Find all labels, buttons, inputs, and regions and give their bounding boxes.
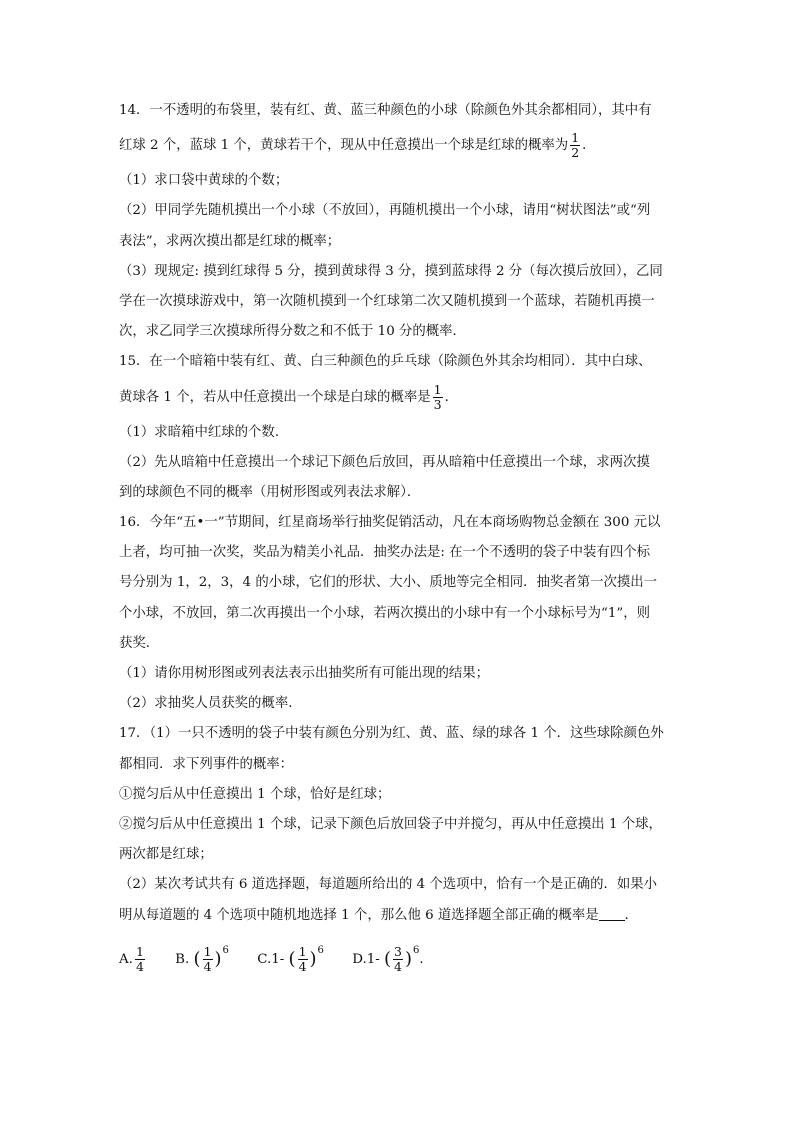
fraction-numerator: 3: [394, 943, 402, 959]
fraction-numerator: 1: [203, 943, 212, 959]
close-paren: ): [405, 948, 413, 970]
question-16-line-2: 上者，均可抽一次奖，奖品为精美小礼品．抽奖办法是: 在一个不透明的袋子中装有四个标: [119, 545, 650, 561]
fraction-denominator: 3: [433, 396, 442, 412]
question-15-end: ．: [444, 389, 458, 405]
option-b-label: B.: [175, 951, 190, 967]
question-16-line-3: 号分别为 1，2，3，4 的小球，它们的形状、大小、质地等完全相同．抽奖者第一次摸出一: [119, 575, 658, 591]
option-d-label: D.1-: [352, 951, 380, 967]
exponent: 6: [222, 944, 229, 956]
fraction-denominator: 2: [571, 145, 580, 161]
question-14-part-2-line-2: 表法”，求两次摸出都是红球的概率；: [119, 233, 341, 249]
exponent: 6: [317, 944, 324, 956]
open-paren: (: [288, 948, 296, 970]
question-17-part-2-line-1: （2）某次考试共有 6 道选择题，每道题所给出的 4 个选项中，恰有一个是正确的．如果小: [119, 877, 658, 893]
question-17-case-1: ①搅匀后从中任意摸出 1 个球，恰好是红球；: [119, 786, 391, 802]
option-d-fraction: [393, 945, 403, 974]
option-d: [352, 931, 433, 980]
option-c-label: C.1-: [257, 951, 285, 967]
question-15-part-2-line-2: 到的球颜色不同的概率（用树形图或列表法求解）．: [119, 484, 421, 500]
question-14-part-3-line-3: 次，求乙同学三次摸球所得分数之和不低于 10 分的概率．: [119, 324, 466, 340]
question-16-line-5: 获奖．: [119, 635, 160, 651]
option-a-fraction: [135, 945, 145, 974]
question-15-part-1: （1）求暗箱中红球的个数．: [119, 424, 289, 440]
question-16-line-1: 16．今年“五•一”节期间，红星商场举行抽奖促销活动，凡在本商场购物总金额在 300 元以: [119, 515, 661, 531]
question-15-part-2-line-1: （2）先从暗箱中任意摸出一个球记下颜色后放回，再从暗箱中任意摸出一个球，求两次摸: [119, 454, 650, 470]
question-14-line-1: 14．一不透明的布袋里，装有红、黄、蓝三种颜色的小球（除颜色外其余都相同），其中有: [119, 103, 652, 118]
open-paren: (: [193, 948, 201, 970]
open-paren: (: [384, 948, 392, 970]
worksheet-content: [119, 96, 679, 974]
question-14-line-2: [119, 126, 679, 166]
fraction-denominator: 4: [394, 958, 402, 974]
fraction-one-third: [433, 383, 443, 412]
option-c-fraction: [298, 945, 308, 974]
question-17-case-2-line-1: ②搅匀后从中任意摸出 1 个球，记录下颜色后放回袋子中并搅匀，再从中任意摸出 1 个球，: [119, 816, 662, 832]
exponent: 6: [413, 944, 420, 956]
option-d-end: ．: [419, 951, 433, 967]
answer-blank: [599, 906, 625, 921]
question-16-part-2: （2）求抽奖人员获奖的概率．: [119, 696, 302, 712]
question-15-line-2: [119, 378, 679, 418]
question-16-part-1: （1）请你用树形图或列表法表示出抽奖所有可能出现的结果；: [119, 666, 490, 681]
question-14-text: 红球 2 个，蓝球 1 个，黄球若干个，现从中任意摸出一个球是红球的概率为: [119, 138, 569, 154]
option-b-fraction: [203, 945, 213, 974]
question-15-line-1: 15．在一个暗箱中装有红、黄、白三种颜色的乒乓球（除颜色外其余均相同）．其中白球、: [119, 354, 652, 370]
question-17-part-2-line-2: [119, 901, 679, 931]
option-c: [257, 931, 324, 980]
close-paren: ): [309, 948, 317, 970]
question-17-part-2-end: ．: [624, 907, 638, 923]
option-a-label: A.: [119, 951, 133, 967]
question-14-part-1: （1）求口袋中黄球的个数；: [119, 173, 289, 189]
fraction-numerator: 1: [433, 381, 442, 397]
question-17-line-1: 17．（1）一只不透明的袋子中装有颜色分别为红、黄、蓝、绿的球各 1 个．这些球除颜色外: [119, 726, 664, 742]
question-15-text: 黄球各 1 个，若从中任意摸出一个球是白球的概率是: [119, 389, 431, 405]
fraction-one-half: [570, 131, 580, 160]
close-paren: ): [214, 948, 222, 970]
fraction-denominator: 4: [203, 958, 212, 974]
question-14-part-2-line-1: （2）甲同学先随机摸出一个小球（不放回），再随机摸出一个小球，请用“树状图法”或“列: [119, 203, 651, 219]
fraction-numerator: 1: [135, 943, 144, 959]
question-14-part-3-line-2: 学在一次摸球游戏中，第一次随机摸到一个红球第二次又随机摸到一个蓝球，若随机再摸一: [119, 293, 655, 309]
question-14-end: ．: [582, 138, 596, 154]
fraction-denominator: 4: [298, 958, 307, 974]
question-16-line-4: 个小球，不放回，第二次再摸出一个小球，若两次摸出的小球中有一个小球标号为“1”，则: [119, 605, 651, 621]
option-a: [119, 940, 147, 980]
question-17-part-2-text: 明从每道题的 4 个选项中随机地选择 1 个，那么他 6 道选择题全部正确的概率是: [119, 907, 599, 923]
fraction-denominator: 4: [135, 958, 144, 974]
option-b: [175, 931, 229, 980]
fraction-numerator: 1: [298, 943, 307, 959]
question-17-line-2: 都相同．求下列事件的概率：: [119, 756, 294, 772]
question-17-case-2-line-2: 两次都是红球；: [119, 847, 213, 863]
fraction-numerator: 1: [571, 130, 580, 146]
answer-options: [119, 931, 679, 974]
question-14-part-3-line-1: （3）现规定: 摸到红球得 5 分，摸到黄球得 3 分，摸到蓝球得 2 分（每次摸后放回），乙同: [119, 263, 663, 279]
